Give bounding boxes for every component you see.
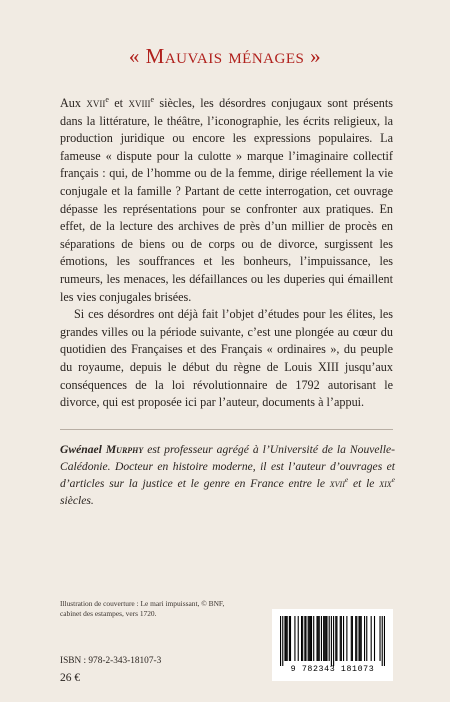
blurb-paragraph-2: Si ces désordres ont déjà fait l’objet d’études pour les élites, les grandes villes ou la période suivante, c’est une plongée au cœur du quotidien des Françaises et des Français « ordinaires », du peuple du royaume, depuis le début du règne de Louis XIII jusqu’aux conséquences de la loi révolutionnaire de 1792 autorisant le divorce, qui est proposée ici par l’auteur, documents à l’appui. (60, 307, 393, 410)
barcode-bar (301, 616, 302, 661)
barcode-bar (329, 616, 330, 661)
barcode-bar (302, 616, 303, 661)
superscript: e (344, 475, 349, 485)
barcode-bar (289, 616, 290, 661)
barcode-bar (280, 616, 281, 666)
barcode-bar (310, 616, 311, 661)
barcode-bar (319, 616, 320, 661)
price: 26 € (60, 672, 81, 684)
barcode-bar (321, 616, 322, 661)
barcode-bar (341, 616, 342, 661)
barcode-bar (325, 616, 326, 661)
century-18: xviii (128, 96, 151, 110)
author-last-rest: urphy (116, 443, 144, 456)
barcode-bar (323, 616, 324, 661)
blurb-paragraph-1 (60, 95, 393, 306)
barcode-bar (358, 616, 359, 661)
blurb-text: et (108, 96, 129, 110)
barcode-bar (326, 616, 327, 661)
barcode-bar (336, 616, 337, 661)
century-17: xvii (329, 477, 345, 490)
blurb-text: siècles, les désordres conjugaux sont présents dans la littérature, le théâtre, l’iconographie, les écrits religieux, la production juridique ou encore les expressions populaires. La fameuse « dispute pour la culotte » marque l’imaginaire collectif français : qui, de l’homme ou de la femme, dirige réellement la vie conjugale et la famille ? Partant de cette interrogation, cet ouvrage dépasse les représentations pour se confronter aux pratiques. En effet, de la lecture des archives de près d’un millier de procès en séparations de biens ou de corps ou de divorce, surgissent les émotions, les souffrances et les bonheurs, l’impuissance, les rumeurs, les menaces, les défaillances ou les duperies qui émaillent les vies conjugales brisées. (60, 96, 394, 304)
cover-credit (60, 599, 260, 619)
superscript: e (391, 475, 395, 485)
barcode-bar (331, 616, 332, 666)
barcode-bars (280, 616, 385, 666)
barcode-bar (294, 616, 295, 661)
barcode-bar (313, 616, 314, 661)
barcode-bar (284, 616, 285, 661)
bio-text: siècles. (60, 494, 94, 507)
barcode-bar (355, 616, 356, 661)
barcode-bar (335, 616, 336, 661)
author-first-name: Gwénael (60, 443, 106, 456)
barcode-bar (346, 616, 347, 661)
barcode-bar (286, 616, 287, 661)
bio-text: et le (348, 477, 380, 490)
barcode-bar (366, 616, 367, 661)
title-close: » (304, 44, 322, 68)
barcode-bar (374, 616, 375, 661)
barcode-bar (298, 616, 299, 661)
barcode-bar (290, 616, 291, 661)
barcode-bar (371, 616, 372, 661)
barcode-bar (351, 616, 352, 661)
barcode-bar (318, 616, 319, 661)
barcode-bar (324, 616, 325, 661)
barcode-bar (352, 616, 353, 661)
title-small-caps: auvais ménages (164, 44, 305, 68)
barcode-bar (340, 616, 341, 661)
barcode (272, 609, 393, 681)
barcode-bar (333, 616, 334, 666)
bio-text: est professeur agrégé à l’Université de la Nouvelle-Calédonie. Docteur en histoire moderne, il est l’auteur d’ouvrages et d’articles sur la justice et le genre en France entre le (60, 443, 395, 490)
superscript: e (150, 94, 154, 104)
barcode-bar (343, 616, 344, 661)
book-title (0, 44, 450, 69)
barcode-bar (308, 616, 309, 661)
barcode-bar (309, 616, 310, 661)
credit-line-2: cabinet des estampes, vers 1720. (60, 609, 157, 618)
barcode-bar (316, 616, 317, 661)
barcode-bar (304, 616, 305, 661)
isbn: ISBN : 978-2-343-18107-3 (60, 656, 162, 666)
barcode-bar (282, 616, 283, 666)
barcode-digits: 9 782343 181073 (290, 665, 375, 674)
barcode-bar (382, 616, 383, 666)
barcode-bar (360, 616, 361, 661)
barcode-bar (287, 616, 288, 661)
title-open: « M (128, 44, 165, 68)
barcode-bar (364, 616, 365, 661)
credit-line-1: Illustration de couverture : Le mari impuissant, © BNF, (60, 599, 225, 608)
author-bio (60, 441, 395, 509)
blurb (60, 95, 393, 412)
barcode-bar (361, 616, 362, 661)
century-17: xvii (86, 96, 106, 110)
barcode-bar (311, 616, 312, 661)
barcode-bar (305, 616, 306, 661)
blurb-text: Aux (60, 96, 87, 110)
barcode-bar (356, 616, 357, 661)
divider (60, 429, 393, 430)
barcode-bar (379, 616, 380, 661)
author-last-initial: M (105, 443, 117, 456)
century-19: xix (379, 477, 392, 490)
barcode-bar (384, 616, 385, 666)
superscript: e (105, 94, 109, 104)
